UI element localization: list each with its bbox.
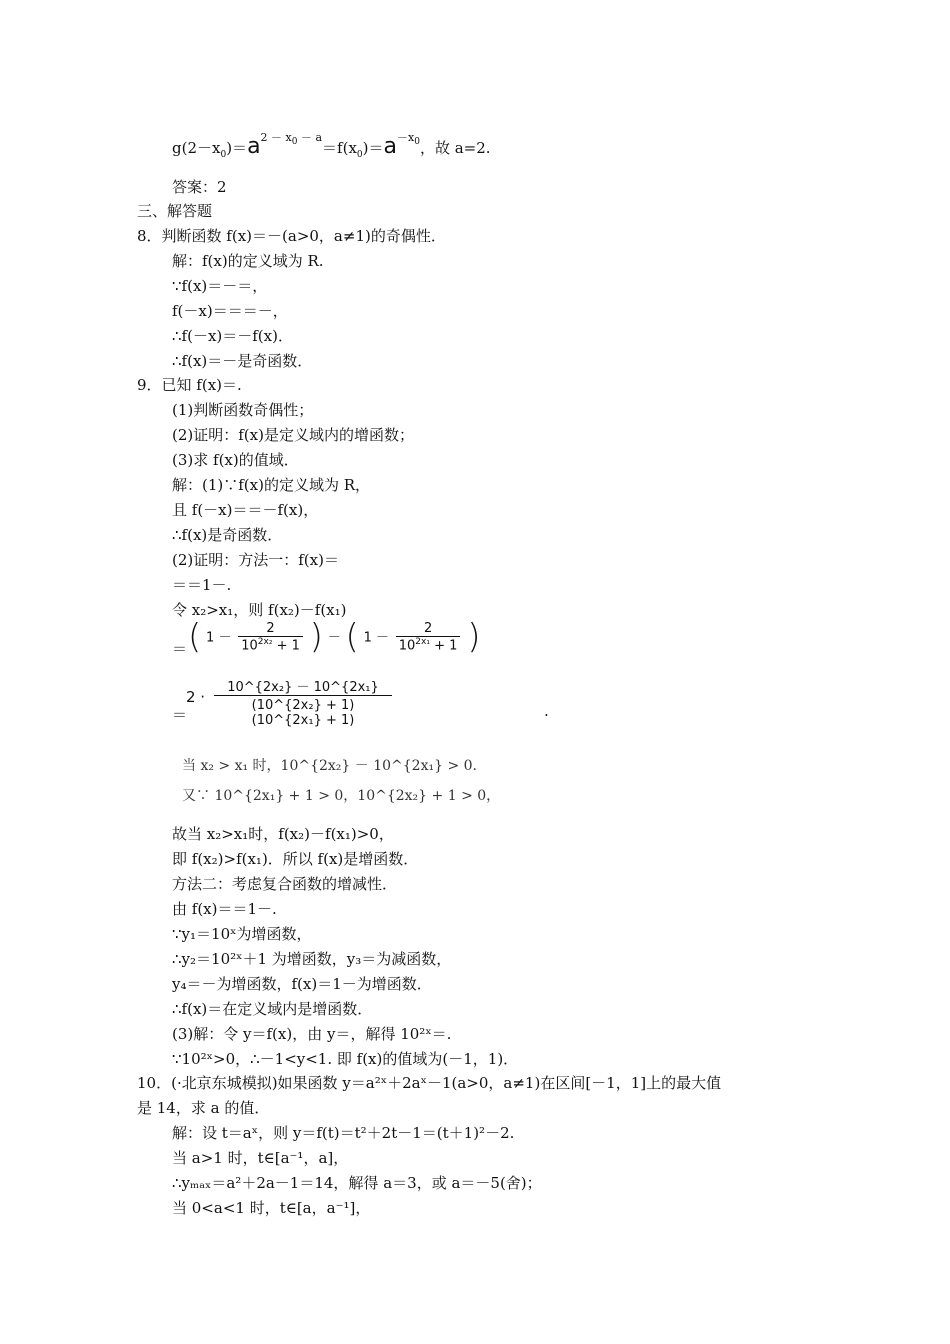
eq-base: a: [383, 134, 397, 159]
problem9-line: (1)判断函数奇偶性；: [172, 401, 314, 419]
problem10-line: 当 a>1 时，t∈[a⁻¹，a]，: [172, 1149, 349, 1167]
problem8-line: ∵f(x)＝－＝，: [172, 277, 268, 295]
problem8-line: f(－x)＝＝＝－，: [172, 302, 288, 320]
eq-exp-sub: 0: [414, 137, 420, 148]
answer-line: 答案：2: [172, 178, 227, 196]
problem8-line: 解：f(x)的定义域为 R.: [172, 252, 324, 270]
eq-sign: ＝: [172, 640, 188, 658]
fraction-denominator: (10^{2x₂} + 1) (10^{2x₁} + 1): [251, 698, 355, 728]
problem10-line: ∴yₘₐₓ＝a²＋2a－1＝14，解得 a＝3，或 a＝－5(舍)；: [172, 1174, 542, 1192]
eq-exp-text: － a: [297, 131, 323, 144]
problem9-line: ＝＝1－.: [172, 576, 232, 594]
den-base: 10: [398, 638, 416, 654]
eq-exp-text: 2 － x: [260, 131, 292, 144]
problem10-title: 10．(·北京东城模拟)如果函数 y＝a²ˣ＋2aˣ－1(a>0，a≠1)在区间[－1，1]上的最大值: [137, 1074, 722, 1092]
fraction-denominator: [396, 637, 461, 653]
eq-sub: 0: [220, 150, 227, 160]
problem9-line: ∵10²ˣ>0，∴－1<y<1. 即 f(x)的值域为(－1，1)．: [172, 1050, 519, 1068]
problem9-line: (3)求 f(x)的值域．: [172, 451, 299, 469]
quotient-equation: [172, 676, 549, 728]
problem9-line: ∴f(x)＝在定义域内是增函数．: [172, 1000, 373, 1018]
eq-fraction: [214, 676, 392, 728]
den-exp: 2x₂: [257, 636, 273, 647]
problem9-line: 令 x₂>x₁，则 f(x₂)－f(x₁): [172, 601, 347, 619]
fraction-denominator: [238, 637, 303, 653]
fraction-x1: [396, 621, 461, 653]
fraction-numerator: 10^{2x₂} － 10^{2x₁}: [214, 676, 392, 696]
fraction-numerator: 2: [238, 621, 303, 637]
problem8-line: ∴f(x)＝－是奇函数．: [172, 352, 313, 370]
right-paren: ): [467, 617, 481, 657]
fraction-x2: [238, 621, 303, 653]
eq-exp-sub: 0: [291, 137, 298, 148]
den-plus: + 1: [434, 638, 458, 654]
problem9-line: 故当 x₂>x₁时，f(x₂)－f(x₁)>0，: [172, 825, 394, 843]
problem9-line: ∴y₂＝10²ˣ＋1 为增函数，y₃＝为减函数，: [172, 950, 452, 968]
eq-text: )＝: [362, 139, 384, 157]
problem8-line: ∴f(－x)＝－f(x)．: [172, 327, 293, 345]
image-text-line: 又∵ 10^{2x₁} + 1 > 0，10^{2x₂} + 1 > 0，: [182, 788, 501, 804]
problem9-line: 方法二：考虑复合函数的增减性．: [172, 875, 398, 893]
image-text-line: 当 x₂ > x₁ 时，10^{2x₂} － 10^{2x₁} > 0.: [182, 758, 477, 774]
problem9-line: (3)解：令 y＝f(x)，由 y＝，解得 10²ˣ＝.: [172, 1025, 452, 1043]
eq-lead: 2 ·: [186, 688, 206, 706]
section-heading: 三、解答题: [137, 202, 213, 220]
right-paren: ): [309, 617, 323, 657]
den-plus: + 1: [276, 638, 300, 654]
den-exp: 2x₁: [415, 636, 430, 647]
problem9-line: (2)证明：方法一：f(x)＝: [172, 551, 339, 569]
eq-body: [188, 617, 481, 657]
eq-text: g(2－x: [172, 139, 221, 157]
problem8-title: 8．判断函数 f(x)＝－(a>0，a≠1)的奇偶性．: [137, 227, 446, 245]
left-paren: (: [188, 617, 202, 657]
eq-one: 1 －: [206, 630, 232, 646]
eq-exponent: [260, 131, 323, 148]
eq-one: 1 －: [363, 630, 389, 646]
eq-sub: 0: [356, 150, 363, 160]
problem9-line: 解：(1)∵f(x)的定义域为 R，: [172, 476, 371, 494]
top-equation: [172, 131, 491, 165]
problem9-title: 9．已知 f(x)＝.: [137, 376, 242, 394]
problem10-line: 当 0<a<1 时，t∈[a，a⁻¹]，: [172, 1199, 371, 1217]
eq-text: ＝f(x: [322, 139, 357, 157]
den-base: 10: [241, 638, 258, 654]
problem9-line: y₄＝－为增函数，f(x)＝1－为增函数．: [172, 975, 432, 993]
problem9-line: ∵y₁＝10ˣ为增函数，: [172, 925, 312, 943]
problem9-line: ∴f(x)是奇函数．: [172, 526, 283, 544]
problem10-title-cont: 是 14，求 a 的值．: [137, 1099, 270, 1117]
eq-base: a: [247, 134, 261, 159]
problem10-line: 解：设 t＝aˣ，则 y＝f(t)＝t²＋2t－1＝(t＋1)²－2.: [172, 1124, 515, 1142]
eq-text: ，故 a=2.: [419, 139, 491, 157]
eq-sign: ＝: [172, 706, 188, 724]
minus-sign: －: [327, 630, 341, 646]
problem9-line: (2)证明：f(x)是定义域内的增函数；: [172, 426, 414, 444]
fraction-numerator: 2: [396, 621, 461, 637]
problem9-line: 即 f(x₂)>f(x₁)．所以 f(x)是增函数．: [172, 850, 419, 868]
left-paren: (: [345, 617, 359, 657]
eq-period: .: [544, 702, 549, 720]
problem9-line: 由 f(x)＝＝1－.: [172, 900, 277, 918]
eq-text: )＝: [226, 139, 248, 157]
eq-exponent: [397, 131, 420, 148]
eq-exp-text: －x: [397, 131, 415, 144]
problem9-line: 且 f(－x)＝＝－f(x)，: [172, 501, 319, 519]
